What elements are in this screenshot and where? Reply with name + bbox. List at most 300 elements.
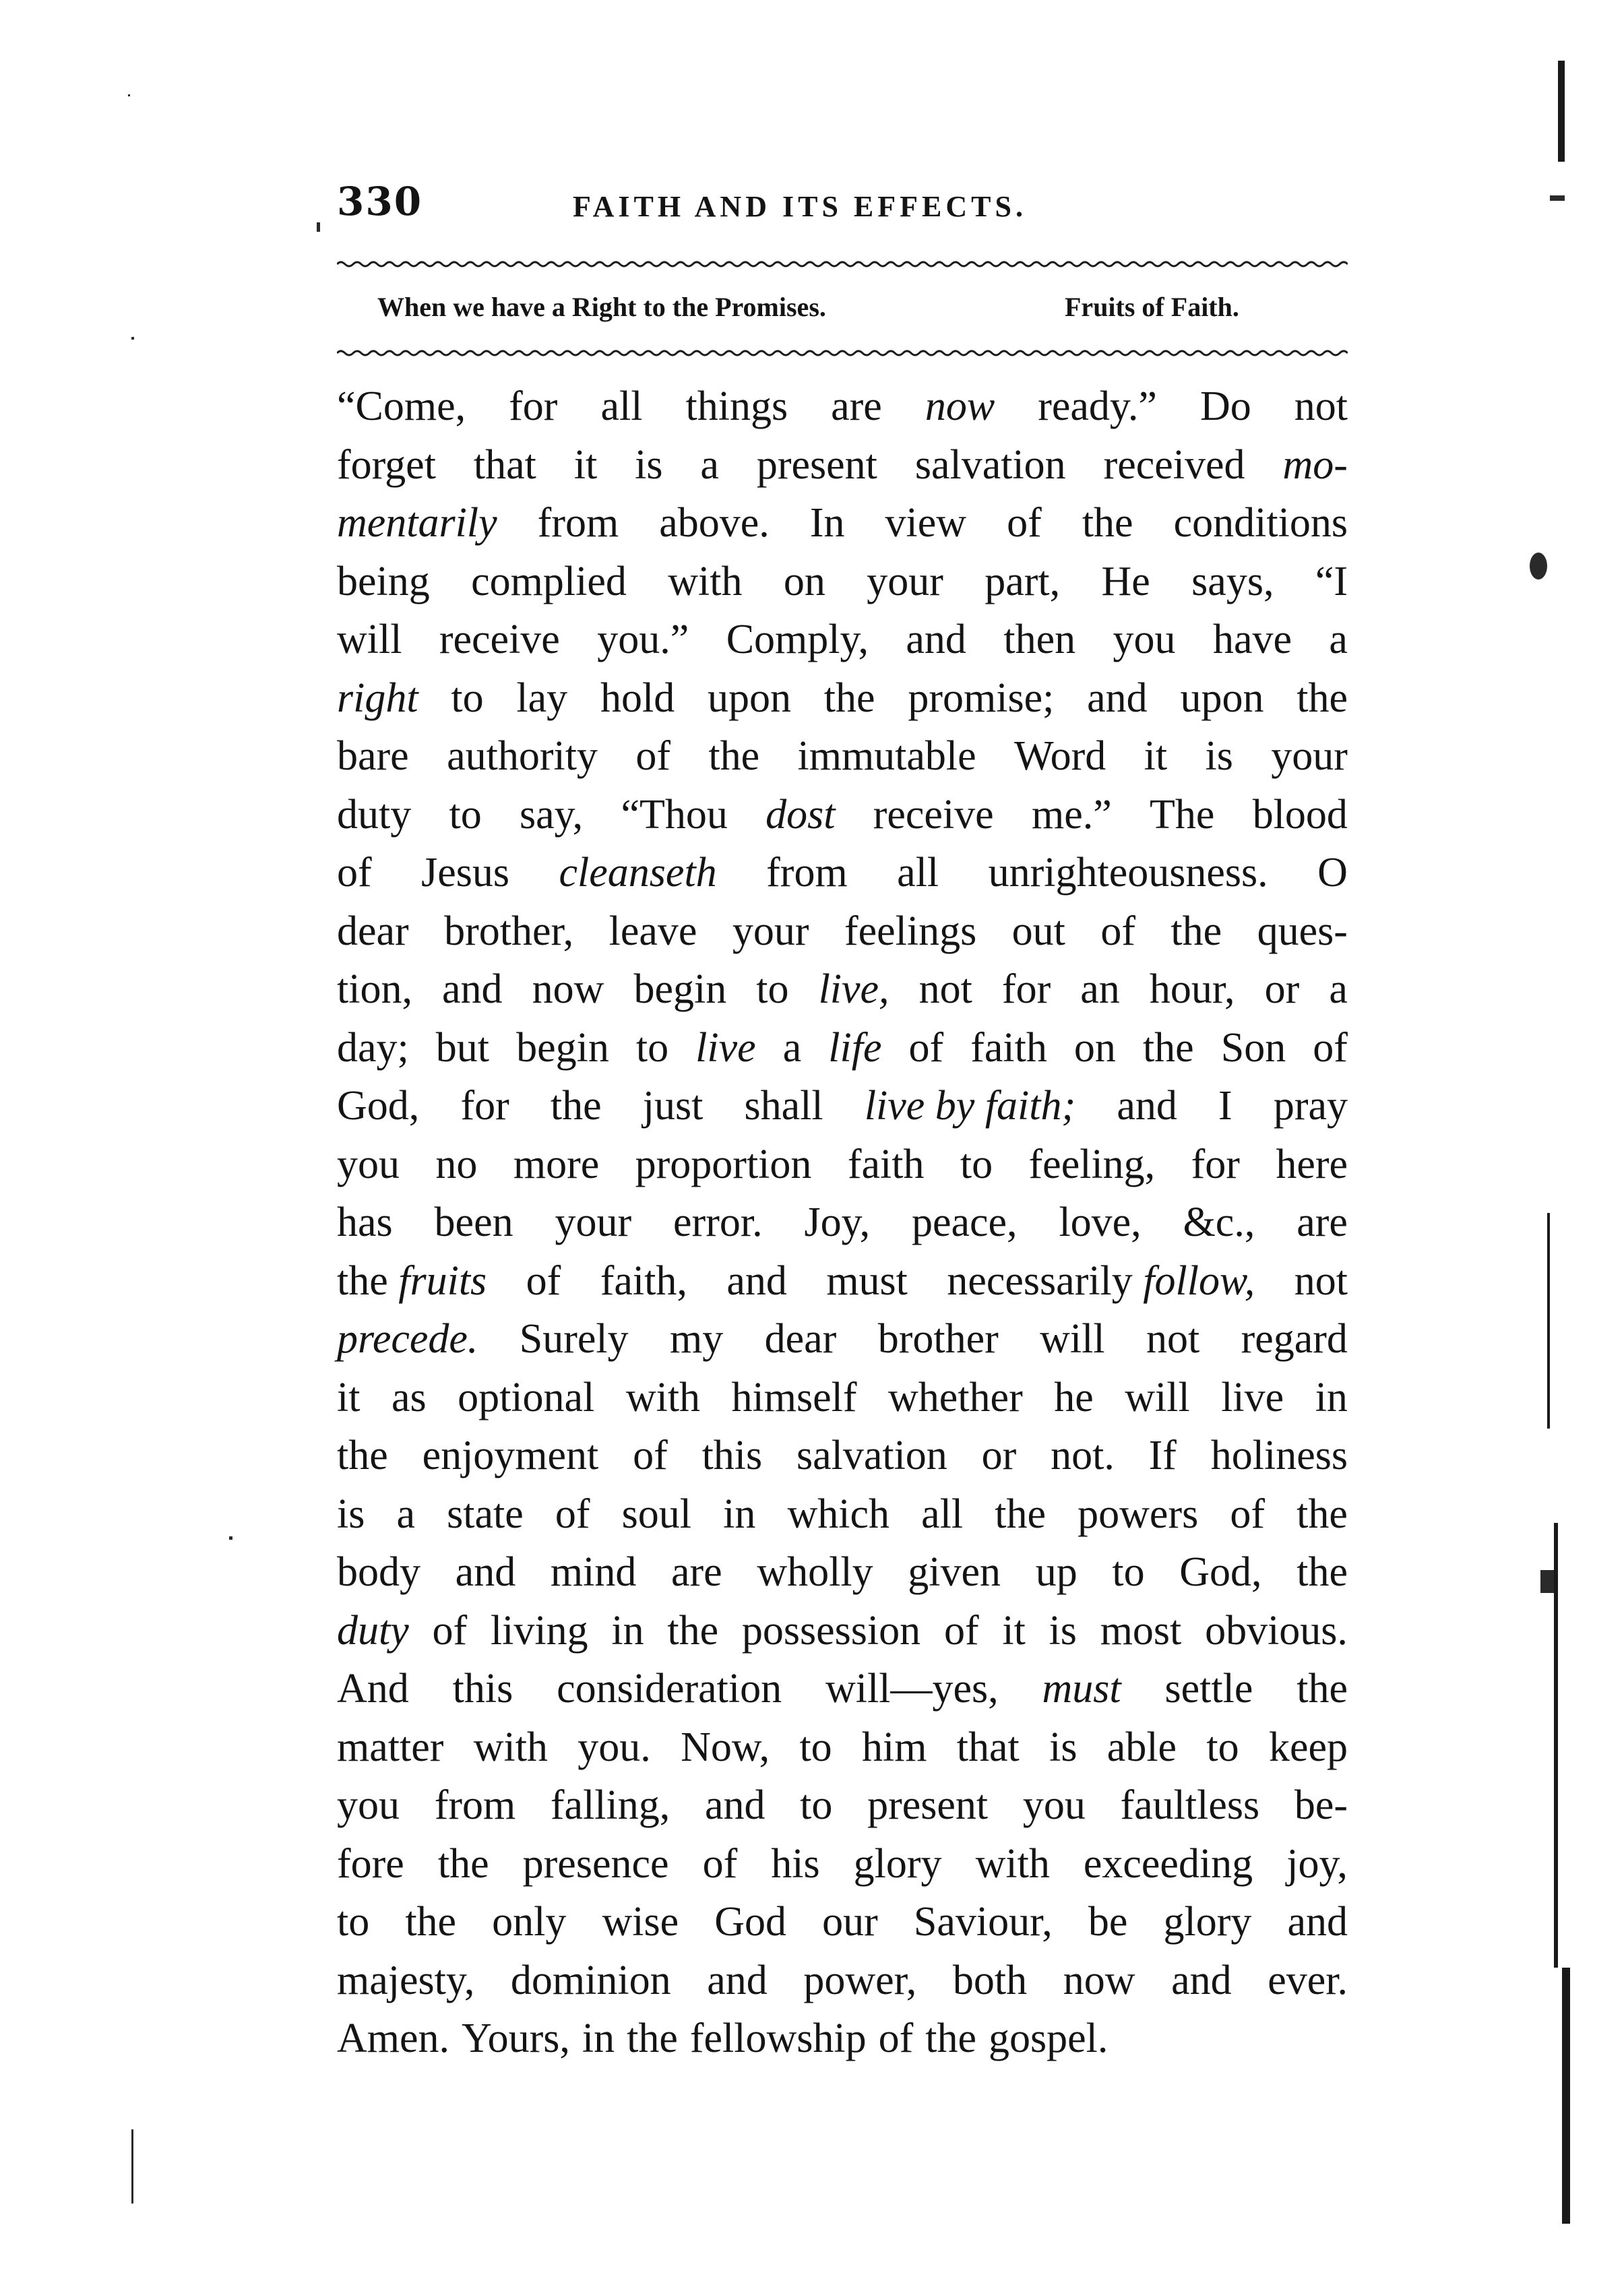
text-line: [337, 1718, 1348, 1777]
margin-speck: [317, 222, 320, 232]
word: the fruits: [337, 1257, 487, 1304]
text-line: [337, 844, 1348, 902]
word: Joy,: [804, 1199, 871, 1245]
word: given: [908, 1549, 1001, 1595]
word: things: [685, 383, 788, 429]
word: day;: [337, 1024, 409, 1071]
word: Amen.: [337, 2015, 450, 2061]
word: with: [625, 1374, 701, 1420]
word: say,: [520, 791, 584, 838]
word: optional: [458, 1374, 595, 1420]
word: is: [1049, 1724, 1078, 1770]
word: of: [526, 1257, 561, 1304]
word: live by faith;: [864, 1083, 1076, 1129]
word: the: [550, 1083, 602, 1129]
word: of: [908, 1024, 944, 1071]
word: life: [828, 1024, 882, 1071]
word: and: [1117, 1083, 1177, 1129]
word: not: [918, 966, 972, 1012]
word: the: [1297, 675, 1348, 721]
word: part,: [985, 558, 1061, 604]
word: wholly: [757, 1549, 873, 1595]
word: on: [1073, 1024, 1116, 1071]
word: it: [1144, 733, 1168, 779]
word: the: [405, 1899, 457, 1945]
word: fore: [337, 1840, 404, 1887]
word: faultless: [1120, 1782, 1260, 1828]
word: that: [473, 441, 536, 488]
word: the: [1082, 500, 1133, 546]
word: him: [862, 1724, 927, 1770]
word: shall: [744, 1083, 823, 1129]
word: the: [667, 1607, 719, 1654]
word: dost: [766, 791, 836, 838]
word: is: [1049, 1607, 1077, 1654]
word: be-: [1294, 1782, 1348, 1828]
word: Surely: [519, 1316, 629, 1362]
word: the: [1297, 1549, 1348, 1595]
word: falling,: [550, 1782, 670, 1828]
word: the: [995, 1491, 1047, 1537]
word: forget: [337, 441, 436, 488]
word: not: [1146, 1316, 1200, 1362]
margin-speck: [229, 1536, 232, 1540]
word: to: [799, 1724, 832, 1770]
text-line: [337, 1951, 1348, 2010]
word: on: [783, 558, 825, 604]
word: The: [1150, 791, 1215, 838]
word: with: [473, 1724, 548, 1770]
word: Word: [1014, 733, 1106, 779]
word: to: [800, 1782, 833, 1828]
word: brother,: [444, 908, 574, 954]
word: for: [1001, 966, 1051, 1012]
text-line: [337, 436, 1348, 495]
word: just: [642, 1083, 704, 1129]
word: he: [1054, 1374, 1094, 1420]
binding-edge-mark: [1554, 1523, 1558, 1968]
text-line: [337, 1427, 1348, 1485]
word: live: [1221, 1374, 1284, 1420]
word: of: [702, 1840, 738, 1887]
word: blood: [1252, 791, 1348, 838]
word: present: [867, 1782, 989, 1828]
word: and: [906, 617, 966, 662]
word: “I: [1315, 558, 1348, 604]
word: be: [1088, 1899, 1128, 1945]
word: up: [1035, 1549, 1078, 1595]
word: with: [975, 1840, 1050, 1887]
margin-speck: [1540, 1570, 1554, 1593]
margin-speck: [131, 337, 134, 340]
word: Yours,: [462, 2015, 570, 2061]
word: has: [337, 1199, 393, 1245]
word: your: [1271, 733, 1348, 779]
text-line: [337, 553, 1348, 611]
text-line: [337, 1835, 1348, 1894]
word: precede.: [337, 1316, 478, 1362]
word: your: [555, 1199, 632, 1245]
word: love,: [1059, 1199, 1142, 1245]
word: a: [1329, 617, 1348, 662]
text-line: [337, 1252, 1348, 1311]
word: “Thou: [621, 791, 728, 838]
running-head: [337, 179, 1348, 239]
word: right: [337, 675, 418, 721]
word: from: [537, 500, 619, 546]
word: will—yes,: [825, 1666, 999, 1712]
word: your: [867, 558, 943, 604]
word: as: [391, 1374, 427, 1420]
word: salvation: [796, 1433, 947, 1478]
word: salvation: [914, 441, 1066, 488]
word: keep: [1268, 1724, 1348, 1770]
subhead-topic-left: When we have a Right to the Promises.: [377, 292, 826, 322]
word: being: [337, 558, 430, 604]
word: matter: [337, 1724, 444, 1770]
word: enjoyment: [422, 1433, 599, 1478]
word: been: [434, 1199, 513, 1245]
word: of: [555, 1491, 590, 1537]
word: the: [437, 1840, 489, 1887]
word: dear: [337, 908, 409, 954]
word: a: [1329, 966, 1348, 1012]
word: all: [600, 383, 643, 429]
word: now: [532, 966, 604, 1012]
word: to: [1112, 1549, 1145, 1595]
word: in: [1315, 1374, 1348, 1420]
text-line: [337, 1369, 1348, 1427]
word: the: [1170, 908, 1222, 954]
word: feeling,: [1028, 1141, 1156, 1187]
word: most: [1100, 1607, 1182, 1654]
word: says,: [1191, 558, 1274, 604]
word: received: [1103, 441, 1245, 488]
word: God,: [1179, 1549, 1262, 1595]
text-line: [337, 669, 1348, 728]
word: exceeding: [1083, 1840, 1253, 1887]
word: And: [337, 1666, 409, 1712]
word: O: [1317, 850, 1348, 896]
word: of: [878, 2015, 914, 2061]
word: of: [1007, 500, 1042, 546]
word: body: [337, 1549, 420, 1595]
word: feelings: [844, 908, 977, 954]
word: the: [1297, 1666, 1348, 1712]
word: receive: [439, 617, 560, 662]
word: or: [981, 1433, 1017, 1478]
word: a: [396, 1491, 416, 1537]
word: faith,: [600, 1257, 687, 1304]
word: of: [635, 733, 670, 779]
word: the: [627, 2015, 678, 2061]
word: of: [1313, 1024, 1348, 1071]
word: no: [435, 1141, 478, 1187]
word: “Come,: [337, 383, 466, 429]
text-line: [337, 1893, 1348, 1951]
word: power,: [803, 1957, 917, 2003]
word: mind: [550, 1549, 637, 1595]
word: gospel.: [989, 2015, 1108, 2061]
word: from: [766, 850, 848, 896]
word: you: [1113, 617, 1176, 662]
word: bare: [337, 733, 409, 779]
word: presence: [522, 1840, 669, 1887]
word: not.: [1051, 1433, 1115, 1478]
word: both: [952, 1957, 1028, 2003]
word: holiness: [1210, 1433, 1348, 1478]
word: of: [943, 1607, 979, 1654]
word: wise: [602, 1899, 679, 1945]
word: is: [635, 441, 663, 488]
word: more: [513, 1141, 600, 1187]
word: of: [633, 1433, 668, 1478]
word: this: [452, 1666, 513, 1712]
word: in: [723, 1491, 756, 1537]
word: or: [1264, 966, 1300, 1012]
word: glory: [853, 1840, 942, 1887]
word: for: [509, 383, 558, 429]
word: state: [447, 1491, 524, 1537]
word: able: [1106, 1724, 1177, 1770]
word: conditions: [1173, 500, 1348, 546]
text-line: [337, 727, 1348, 786]
word: must: [826, 1257, 908, 1304]
word: which: [787, 1491, 890, 1537]
word: his: [771, 1840, 820, 1887]
word: but: [435, 1024, 490, 1071]
text-line: [337, 494, 1348, 553]
word: now: [925, 383, 995, 429]
margin-speck: [128, 94, 130, 96]
word: you: [337, 1782, 400, 1828]
word: dominion: [510, 1957, 671, 2003]
word: necessarily follow,: [947, 1257, 1255, 1304]
word: and: [455, 1549, 516, 1595]
word: joy,: [1286, 1840, 1348, 1887]
word: are: [831, 383, 882, 429]
word: proportion: [635, 1141, 812, 1187]
word: majesty,: [337, 1957, 475, 2003]
word: must: [1042, 1666, 1121, 1712]
word: will: [1125, 1374, 1190, 1420]
word: brother: [877, 1316, 999, 1362]
word: for: [460, 1083, 509, 1129]
word: you: [337, 1141, 400, 1187]
binding-edge-mark: [1547, 1213, 1550, 1429]
word: immutable: [797, 733, 976, 779]
word: and: [1171, 1957, 1232, 2003]
word: God: [714, 1899, 787, 1945]
word: &c.,: [1183, 1199, 1255, 1245]
word: only: [492, 1899, 567, 1945]
word: of: [337, 850, 372, 896]
text-line: [337, 611, 1348, 669]
word: all: [921, 1491, 964, 1537]
word: to: [449, 791, 482, 838]
text-line: [337, 1776, 1348, 1835]
text-line: [337, 1660, 1348, 1718]
word: in: [611, 1607, 644, 1654]
word: with: [668, 558, 743, 604]
word: and: [1287, 1899, 1348, 1945]
word: then: [1003, 617, 1076, 662]
word: Saviour,: [913, 1899, 1053, 1945]
word: God,: [337, 1083, 420, 1129]
word: live: [695, 1024, 756, 1071]
binding-edge-mark: [1562, 1968, 1570, 2224]
word: ever.: [1268, 1957, 1348, 2003]
word: to: [960, 1141, 993, 1187]
word: In: [809, 500, 845, 546]
word: consideration: [557, 1666, 782, 1712]
binding-edge-mark: [1558, 61, 1565, 162]
word: hold: [600, 675, 675, 721]
word: promise;: [908, 675, 1055, 721]
word: live,: [818, 966, 889, 1012]
margin-speck: [131, 2129, 133, 2203]
word: the: [708, 733, 760, 779]
word: view: [885, 500, 967, 546]
word: peace,: [911, 1199, 1018, 1245]
word: your: [732, 908, 809, 954]
word: to: [635, 1024, 669, 1071]
word: have: [1212, 617, 1292, 662]
word: settle: [1164, 1666, 1253, 1712]
word: that: [956, 1724, 1020, 1770]
word: lay: [516, 675, 568, 721]
word: of: [1100, 908, 1135, 954]
word: and: [442, 966, 503, 1012]
running-title: FAITH AND ITS EFFECTS.: [573, 190, 1027, 223]
word: possession: [741, 1607, 921, 1654]
word: a: [700, 441, 719, 488]
word: you: [1022, 1782, 1086, 1828]
text-line: [337, 1310, 1348, 1369]
text-line: [337, 1135, 1348, 1194]
word: is: [337, 1491, 365, 1537]
word: authority: [447, 733, 598, 779]
word: me.”: [1031, 791, 1112, 838]
word: an: [1080, 966, 1120, 1012]
word: here: [1276, 1141, 1348, 1187]
word: to: [451, 675, 484, 721]
word: above.: [659, 500, 770, 546]
word: not: [1294, 1257, 1348, 1304]
wavy-rule-top: [337, 259, 1348, 270]
word: my: [670, 1316, 724, 1362]
word: duty: [337, 1607, 409, 1654]
word: not: [1294, 383, 1348, 429]
word: cleanseth: [559, 850, 717, 896]
word: hour,: [1149, 966, 1235, 1012]
word: are: [1297, 1199, 1348, 1245]
word: the: [1142, 1024, 1194, 1071]
word: begin: [633, 966, 727, 1012]
word: unrighteousness.: [988, 850, 1268, 896]
word: pray: [1273, 1083, 1348, 1129]
margin-speck: [1530, 553, 1547, 580]
word: glory: [1163, 1899, 1252, 1945]
word: and: [726, 1257, 787, 1304]
word: for: [1191, 1141, 1240, 1187]
word: our: [822, 1899, 878, 1945]
word: tion,: [337, 966, 412, 1012]
body-text: [337, 377, 1348, 2068]
word: is: [1205, 733, 1233, 779]
text-line: [337, 1602, 1348, 1660]
word: fellowship: [689, 2015, 867, 2061]
word: mo-: [1282, 441, 1348, 488]
word: present: [756, 441, 877, 488]
word: to: [1206, 1724, 1239, 1770]
word: Comply,: [726, 617, 869, 662]
text-line: [337, 1485, 1348, 1544]
word: it: [573, 441, 598, 488]
word: Son: [1220, 1024, 1286, 1071]
word: regard: [1241, 1316, 1348, 1362]
word: and: [1087, 675, 1148, 721]
word: upon: [1180, 675, 1264, 721]
word: and: [704, 1782, 766, 1828]
word: a: [782, 1024, 802, 1071]
word: out: [1011, 908, 1065, 954]
word: are: [671, 1549, 722, 1595]
word: receive: [873, 791, 994, 838]
subhead-topic-right: Fruits of Faith.: [1065, 292, 1239, 322]
word: faith: [847, 1141, 925, 1187]
word: will: [337, 617, 402, 662]
text-line: [337, 2009, 1348, 2068]
word: the: [925, 2015, 977, 2061]
word: obvious.: [1205, 1607, 1348, 1654]
text-line: [337, 1193, 1348, 1252]
word: soul: [621, 1491, 692, 1537]
word: whether: [888, 1374, 1023, 1420]
text-line: [337, 1077, 1348, 1135]
word: of: [432, 1607, 468, 1654]
word: ready.”: [1038, 383, 1157, 429]
text-line: [337, 960, 1348, 1019]
word: dear: [764, 1316, 837, 1362]
wavy-rule-bottom: [337, 348, 1348, 358]
word: mentarily: [337, 500, 497, 546]
word: ques-: [1257, 908, 1348, 954]
word: will: [1040, 1316, 1105, 1362]
word: Do: [1199, 383, 1251, 429]
word: all: [897, 850, 939, 896]
word: error.: [673, 1199, 763, 1245]
word: Now,: [681, 1724, 770, 1770]
word: duty: [337, 791, 412, 838]
word: you.”: [597, 617, 689, 662]
word: upon: [708, 675, 791, 721]
word: faith: [970, 1024, 1047, 1071]
text-line: [337, 902, 1348, 961]
text-line: [337, 377, 1348, 436]
margin-speck: [1550, 195, 1565, 201]
text-line: [337, 1543, 1348, 1602]
word: the: [823, 675, 875, 721]
word: and: [707, 1957, 768, 2003]
word: it: [1002, 1607, 1026, 1654]
word: He: [1101, 558, 1150, 604]
word: If: [1148, 1433, 1177, 1478]
word: this: [701, 1433, 763, 1478]
word: powers: [1078, 1491, 1199, 1537]
word: I: [1218, 1083, 1232, 1129]
word: himself: [731, 1374, 857, 1420]
